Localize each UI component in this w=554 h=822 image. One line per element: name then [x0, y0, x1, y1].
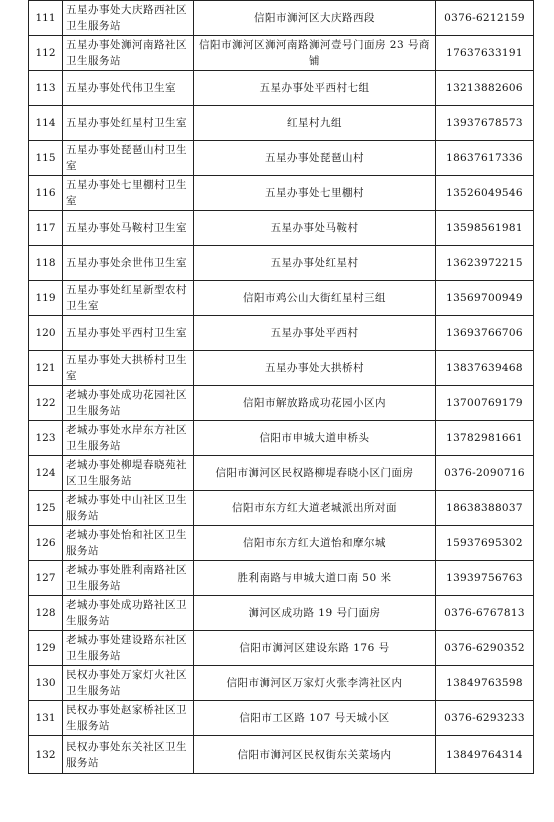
facility-address: 胜利南路与申城大道口南 50 米 — [194, 561, 436, 596]
facility-address: 信阳市东方红大道老城派出所对面 — [194, 491, 436, 526]
facility-phone: 18638388037 — [436, 491, 534, 526]
facility-address: 五星办事处平西村七组 — [194, 71, 436, 106]
facility-address: 浉河区成功路 19 号门面房 — [194, 596, 436, 631]
facility-phone: 13213882606 — [436, 71, 534, 106]
table-row — [29, 526, 534, 561]
table-row — [29, 386, 534, 421]
facility-name: 五星办事处大庆路西社区卫生服务站 — [63, 1, 194, 36]
facility-address: 信阳市浉河区民权路柳堤春晓小区门面房 — [194, 456, 436, 491]
facility-name: 民权办事处赵家桥社区卫生服务站 — [63, 701, 194, 736]
row-number: 121 — [29, 351, 63, 386]
table-row — [29, 246, 534, 281]
facility-phone: 13700769179 — [436, 386, 534, 421]
table-row — [29, 561, 534, 596]
table-row — [29, 491, 534, 526]
row-number: 124 — [29, 456, 63, 491]
table-row — [29, 106, 534, 141]
row-number: 112 — [29, 36, 63, 71]
facility-phone: 13693766706 — [436, 316, 534, 351]
table-row — [29, 71, 534, 106]
facility-phone: 0376-6293233 — [436, 701, 534, 736]
facility-phone: 13526049546 — [436, 176, 534, 211]
facility-name: 民权办事处万家灯火社区卫生服务站 — [63, 666, 194, 701]
row-number: 132 — [29, 736, 63, 774]
row-number: 117 — [29, 211, 63, 246]
table-row — [29, 316, 534, 351]
facility-address: 信阳市浉河区民权街东关菜场内 — [194, 736, 436, 774]
facility-name: 五星办事处余世伟卫生室 — [63, 246, 194, 281]
table-row — [29, 141, 534, 176]
facility-phone: 13623972215 — [436, 246, 534, 281]
facility-name: 五星办事处琵琶山村卫生室 — [63, 141, 194, 176]
table-row — [29, 421, 534, 456]
facility-address: 五星办事处七里棚村 — [194, 176, 436, 211]
facility-address: 信阳市浉河区大庆路西段 — [194, 1, 436, 36]
facility-phone: 13937678573 — [436, 106, 534, 141]
table-body — [29, 1, 534, 774]
table-row — [29, 211, 534, 246]
facility-phone: 18637617336 — [436, 141, 534, 176]
row-number: 119 — [29, 281, 63, 316]
row-number: 115 — [29, 141, 63, 176]
table-row — [29, 666, 534, 701]
facility-name: 五星办事处红星新型农村卫生室 — [63, 281, 194, 316]
facility-phone: 13569700949 — [436, 281, 534, 316]
row-number: 111 — [29, 1, 63, 36]
clinic-list-table-container — [28, 0, 533, 774]
table-row — [29, 701, 534, 736]
row-number: 129 — [29, 631, 63, 666]
facility-name: 老城办事处建设路东社区卫生服务站 — [63, 631, 194, 666]
table-row — [29, 456, 534, 491]
facility-address: 红星村九组 — [194, 106, 436, 141]
facility-phone: 15937695302 — [436, 526, 534, 561]
facility-address: 五星办事处琵琶山村 — [194, 141, 436, 176]
table-row — [29, 736, 534, 774]
facility-phone: 0376-2090716 — [436, 456, 534, 491]
row-number: 123 — [29, 421, 63, 456]
facility-phone: 17637633191 — [436, 36, 534, 71]
table-row — [29, 36, 534, 71]
row-number: 116 — [29, 176, 63, 211]
facility-address: 信阳市鸡公山大街红星村三组 — [194, 281, 436, 316]
facility-address: 信阳市浉河区浉河南路浉河壹号门面房 23 号商铺 — [194, 36, 436, 71]
row-number: 130 — [29, 666, 63, 701]
facility-address: 信阳市浉河区万家灯火张李湾社区内 — [194, 666, 436, 701]
facility-address: 信阳市浉河区建设东路 176 号 — [194, 631, 436, 666]
facility-name: 老城办事处胜利南路社区卫生服务站 — [63, 561, 194, 596]
facility-name: 老城办事处成功花园社区卫生服务站 — [63, 386, 194, 421]
row-number: 131 — [29, 701, 63, 736]
row-number: 113 — [29, 71, 63, 106]
table-row — [29, 631, 534, 666]
facility-address: 五星办事处大拱桥村 — [194, 351, 436, 386]
clinic-list-table — [28, 0, 534, 774]
facility-name: 五星办事处红星村卫生室 — [63, 106, 194, 141]
facility-name: 五星办事处马鞍村卫生室 — [63, 211, 194, 246]
facility-address: 信阳市工区路 107 号天城小区 — [194, 701, 436, 736]
facility-address: 信阳市解放路成功花园小区内 — [194, 386, 436, 421]
facility-phone: 13849763598 — [436, 666, 534, 701]
row-number: 122 — [29, 386, 63, 421]
facility-name: 五星办事处平西村卫生室 — [63, 316, 194, 351]
facility-name: 老城办事处水岸东方社区卫生服务站 — [63, 421, 194, 456]
facility-phone: 13598561981 — [436, 211, 534, 246]
facility-phone: 13939756763 — [436, 561, 534, 596]
facility-address: 五星办事处马鞍村 — [194, 211, 436, 246]
facility-phone: 13849764314 — [436, 736, 534, 774]
facility-phone: 13837639468 — [436, 351, 534, 386]
facility-name: 五星办事处七里棚村卫生室 — [63, 176, 194, 211]
row-number: 114 — [29, 106, 63, 141]
facility-name: 五星办事处代伟卫生室 — [63, 71, 194, 106]
facility-address: 五星办事处平西村 — [194, 316, 436, 351]
table-row — [29, 596, 534, 631]
facility-address: 五星办事处红星村 — [194, 246, 436, 281]
facility-name: 老城办事处怡和社区卫生服务站 — [63, 526, 194, 561]
facility-phone: 13782981661 — [436, 421, 534, 456]
table-row — [29, 281, 534, 316]
table-row — [29, 176, 534, 211]
row-number: 120 — [29, 316, 63, 351]
row-number: 126 — [29, 526, 63, 561]
facility-name: 五星办事处大拱桥村卫生室 — [63, 351, 194, 386]
row-number: 118 — [29, 246, 63, 281]
facility-name: 民权办事处东关社区卫生服务站 — [63, 736, 194, 774]
facility-phone: 0376-6767813 — [436, 596, 534, 631]
table-row — [29, 351, 534, 386]
table-row — [29, 1, 534, 36]
facility-phone: 0376-6290352 — [436, 631, 534, 666]
row-number: 127 — [29, 561, 63, 596]
facility-phone: 0376-6212159 — [436, 1, 534, 36]
facility-address: 信阳市东方红大道怡和摩尔城 — [194, 526, 436, 561]
row-number: 128 — [29, 596, 63, 631]
facility-name: 老城办事处柳堤春晓苑社区卫生服务站 — [63, 456, 194, 491]
row-number: 125 — [29, 491, 63, 526]
facility-name: 老城办事处中山社区卫生服务站 — [63, 491, 194, 526]
facility-name: 五星办事处浉河南路社区卫生服务站 — [63, 36, 194, 71]
facility-address: 信阳市申城大道申桥头 — [194, 421, 436, 456]
facility-name: 老城办事处成功路社区卫生服务站 — [63, 596, 194, 631]
